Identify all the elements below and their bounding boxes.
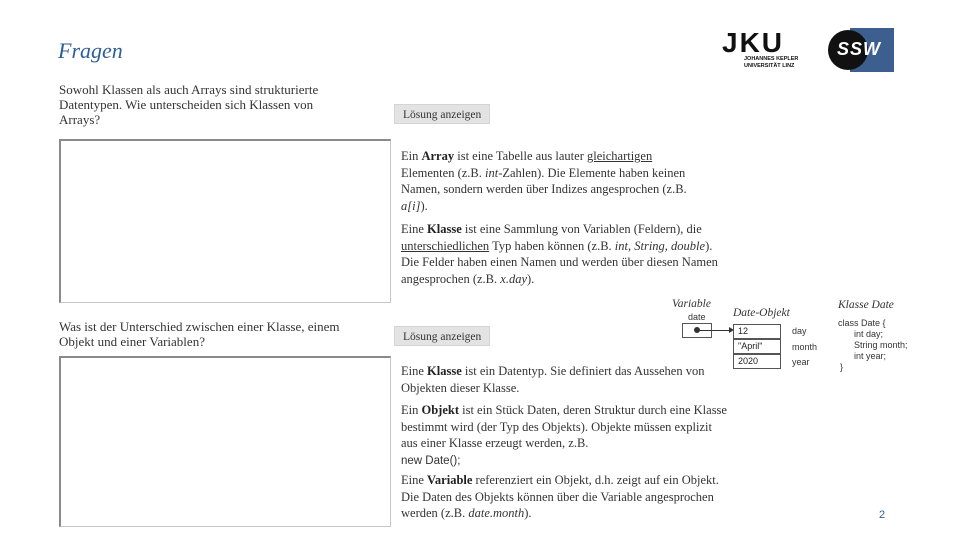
code-new-date: new Date(); xyxy=(401,454,461,467)
solution-1-paragraph-array: Ein Array ist eine Tabelle aus lauter gleichartigen Elementen (z.B. int-Zahlen). Die Elemente haben keinen Namen, sondern werden über Indizes angesprochen (z.B. a[i]). xyxy=(401,149,687,213)
object-cell-year: 2020 xyxy=(733,354,781,369)
jku-logo-subtitle-2: UNIVERSITÄT LINZ xyxy=(744,63,795,69)
diagram-variable-name: date xyxy=(688,312,706,322)
solution-1-paragraph-class: Eine Klasse ist eine Sammlung von Variablen (Feldern), die unterschiedlichen Typ haben können (z.B. int, String, double). Die Felder haben einen Namen und werden über diesen Namen angesprochen (z.B. x.day). xyxy=(401,222,718,286)
page-title: Fragen xyxy=(58,38,123,63)
class-code: class Date { int day; String month; int year; } xyxy=(838,318,908,372)
term-klasse: Klasse xyxy=(427,222,462,236)
jku-logo-wordmark: JKU xyxy=(722,27,785,58)
solution-2-paragraph-variable: Eine Variable referenziert ein Objekt, d.h. zeigt auf ein Objekt. Die Daten des Objekts können über die Variable angesprochen werden (z.B. date.month). xyxy=(401,473,719,520)
term-array: Array xyxy=(421,149,455,163)
ssw-logo xyxy=(826,28,894,72)
answer-2-field[interactable] xyxy=(59,356,391,527)
reference-arrow xyxy=(697,330,731,331)
object-field-month: month xyxy=(792,342,818,352)
diagram-object-label: Date-Objekt xyxy=(733,307,790,319)
jku-logo-subtitle-1: JOHANNES KEPLER xyxy=(744,56,799,62)
show-solution-1-button[interactable]: Lösung anzeigen xyxy=(394,104,490,124)
solution-2-paragraph-object: Ein Objekt ist ein Stück Daten, deren Struktur durch eine Klasse bestimmt wird (der Typ des Objekts). Objekte müssen explizit aus einer Klasse erzeugt werden, z.B. new Date(); xyxy=(401,403,727,467)
solution-2-paragraph-class: Eine Klasse ist ein Datentyp. Sie definiert das Aussehen von Objekten dieser Klasse. xyxy=(401,364,705,395)
page-number: 2 xyxy=(879,509,886,521)
question-2-text: Was ist der Unterschied zwischen einer Klasse, einem Objekt und einer Variablen? xyxy=(59,319,340,349)
jku-logo xyxy=(722,27,814,72)
diagram-class-label: Klasse Date xyxy=(838,299,894,311)
ssw-logo-text: SSW xyxy=(836,39,881,59)
diagram-variable-label: Variable xyxy=(672,298,711,310)
object-cell-month: "April" xyxy=(733,339,781,354)
object-field-day: day xyxy=(792,326,807,336)
answer-1-field[interactable] xyxy=(59,139,391,303)
show-solution-2-button[interactable]: Lösung anzeigen xyxy=(394,326,490,346)
question-1-text: Sowohl Klassen als auch Arrays sind strukturierte Datentypen. Wie unterscheiden sich Klassen von Arrays? xyxy=(59,82,319,127)
reference-arrow-dot xyxy=(694,327,700,333)
object-field-year: year xyxy=(792,357,810,367)
object-cell-day: 12 xyxy=(733,324,781,339)
